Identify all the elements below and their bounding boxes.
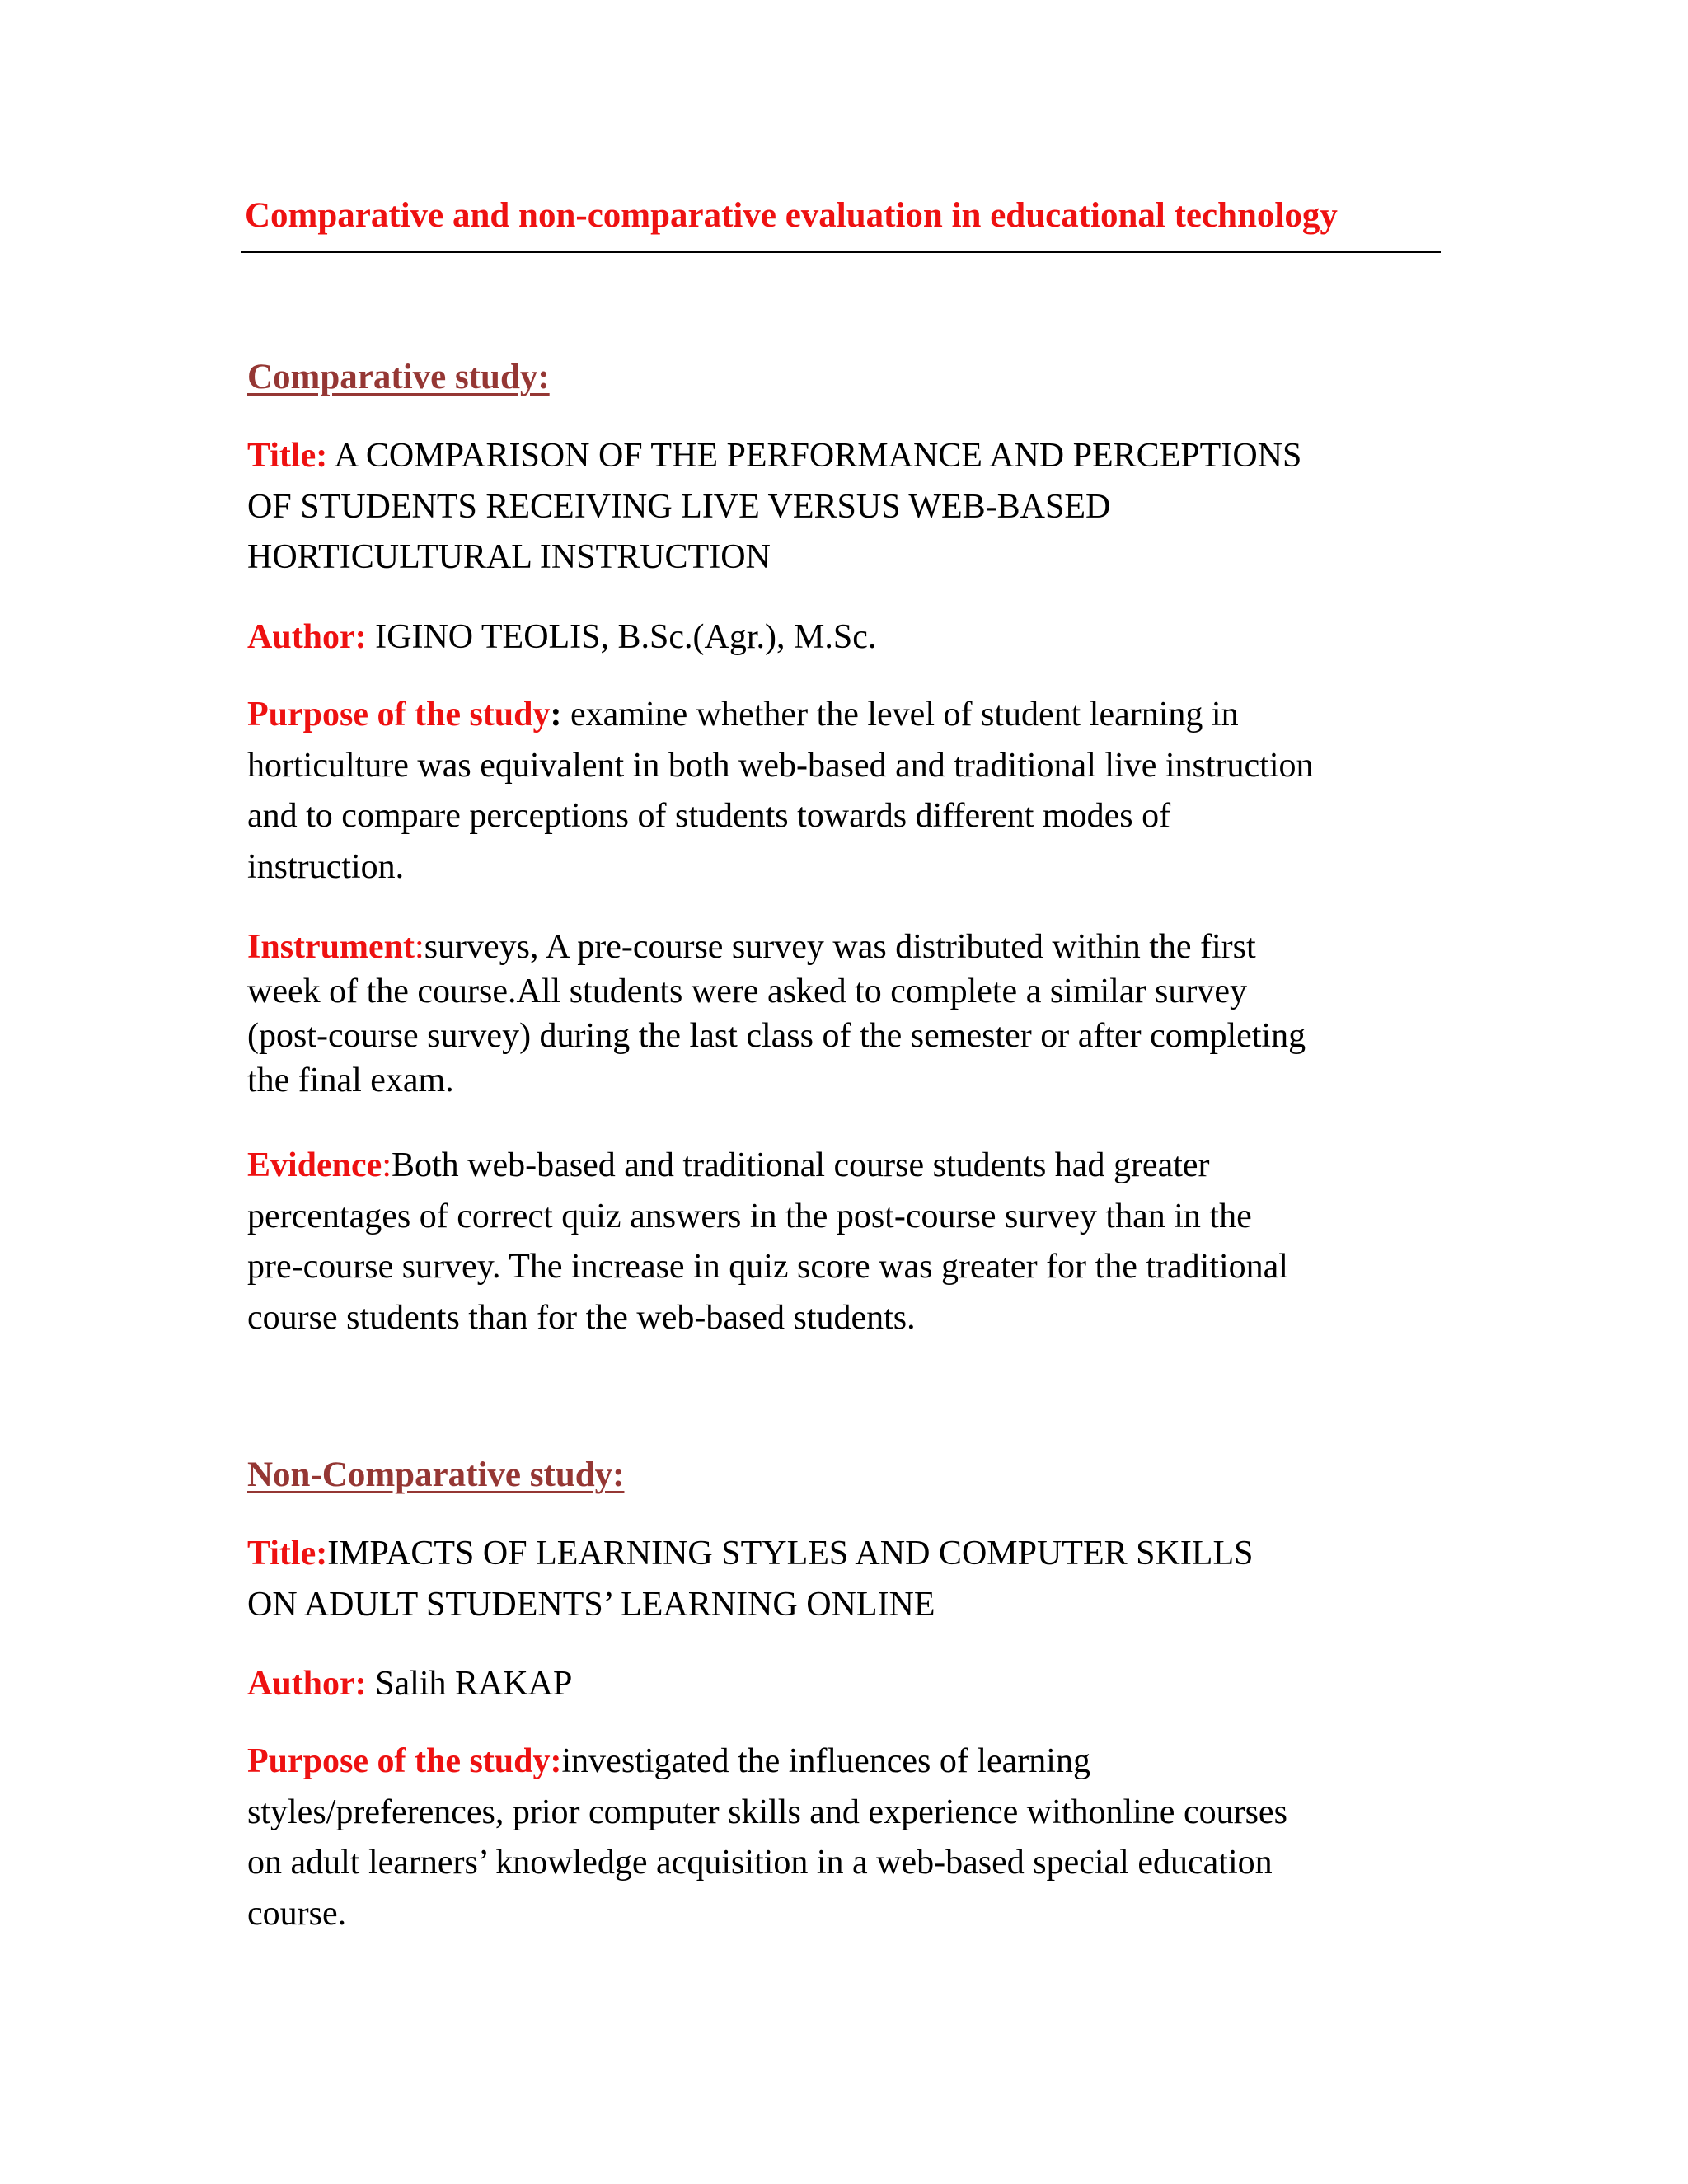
comparative-purpose-line-2: horticulture was equivalent in both web-based and traditional live instruction [247, 746, 1314, 785]
non-comparative-purpose-line-4: course. [247, 1894, 347, 1933]
comparative-purpose-paragraph [247, 690, 1451, 893]
comparative-instrument-label: Instrument [247, 928, 415, 966]
comparative-title-paragraph [247, 431, 1451, 583]
comparative-title-line-2: OF STUDENTS RECEIVING LIVE VERSUS WEB-BASED [247, 487, 1111, 526]
title-underline-rule [241, 251, 1441, 253]
comparative-author-value: IGINO TEOLIS, B.Sc.(Agr.), M.Sc. [375, 618, 877, 656]
comparative-purpose-text-1: examine whether the level of student learning in [570, 696, 1239, 733]
comparative-author-label: Author: [247, 618, 367, 656]
non-comparative-author-value: Salih RAKAP [375, 1665, 573, 1703]
non-comparative-purpose-label: Purpose of the study: [247, 1742, 562, 1780]
comparative-purpose-label: Purpose of the study [247, 696, 551, 733]
document-title: Comparative and non-comparative evaluation in educational technology [245, 196, 1338, 235]
non-comparative-title-paragraph [247, 1529, 1451, 1630]
comparative-title-label: Title: [247, 437, 328, 475]
comparative-evidence-line-2: percentages of correct quiz answers in the post-course survey than in the [247, 1197, 1252, 1235]
comparative-evidence-colon: : [382, 1146, 392, 1184]
comparative-purpose-line-3: and to compare perceptions of students towards different modes of [247, 797, 1171, 835]
comparative-evidence-text-1: Both web-based and traditional course students had greater [392, 1146, 1210, 1184]
non-comparative-study-heading: Non-Comparative study: [247, 1455, 625, 1494]
non-comparative-purpose-line-2: styles/preferences, prior computer skills and experience withonline courses [247, 1793, 1287, 1831]
comparative-title-line-3: HORTICULTURAL INSTRUCTION [247, 538, 771, 576]
non-comparative-author-paragraph [247, 1659, 1451, 1710]
comparative-instrument-colon: : [415, 928, 424, 966]
comparative-purpose-line-4: instruction. [247, 847, 405, 886]
comparative-evidence-label: Evidence [247, 1146, 382, 1184]
non-comparative-title-line-2: ON ADULT STUDENTS’ LEARNING ONLINE [247, 1585, 935, 1624]
comparative-evidence-line-3: pre-course survey. The increase in quiz score was greater for the traditional [247, 1248, 1288, 1286]
comparative-title-text-1: A COMPARISON OF THE PERFORMANCE AND PERCEPTIONS [334, 437, 1302, 475]
comparative-purpose-colon: : [550, 696, 562, 733]
comparative-author-paragraph [247, 612, 1451, 663]
comparative-evidence-line-4: course students than for the web-based students. [247, 1298, 916, 1337]
comparative-instrument-paragraph [247, 925, 1451, 1103]
comparative-instrument-line-3: (post-course survey) during the last class of the semester or after completing [247, 1017, 1306, 1055]
comparative-study-heading: Comparative study: [247, 358, 550, 396]
comparative-instrument-text-1: surveys, A pre-course survey was distributed within the first [424, 928, 1256, 966]
comparative-instrument-line-4: the final exam. [247, 1062, 454, 1099]
non-comparative-purpose-line-3: on adult learners’ knowledge acquisition in a web-based special education [247, 1844, 1273, 1882]
comparative-title-line-1 [247, 431, 1451, 482]
comparative-evidence-paragraph [247, 1141, 1451, 1343]
non-comparative-purpose-text-1: investigated the influences of learning [561, 1742, 1090, 1780]
non-comparative-title-text-1: IMPACTS OF LEARNING STYLES AND COMPUTER SKILLS [327, 1535, 1254, 1572]
comparative-instrument-line-2: week of the course.All students were asked to complete a similar survey [247, 972, 1247, 1010]
non-comparative-purpose-paragraph [247, 1736, 1451, 1939]
non-comparative-title-label: Title: [247, 1535, 328, 1572]
non-comparative-author-label: Author: [247, 1665, 367, 1703]
